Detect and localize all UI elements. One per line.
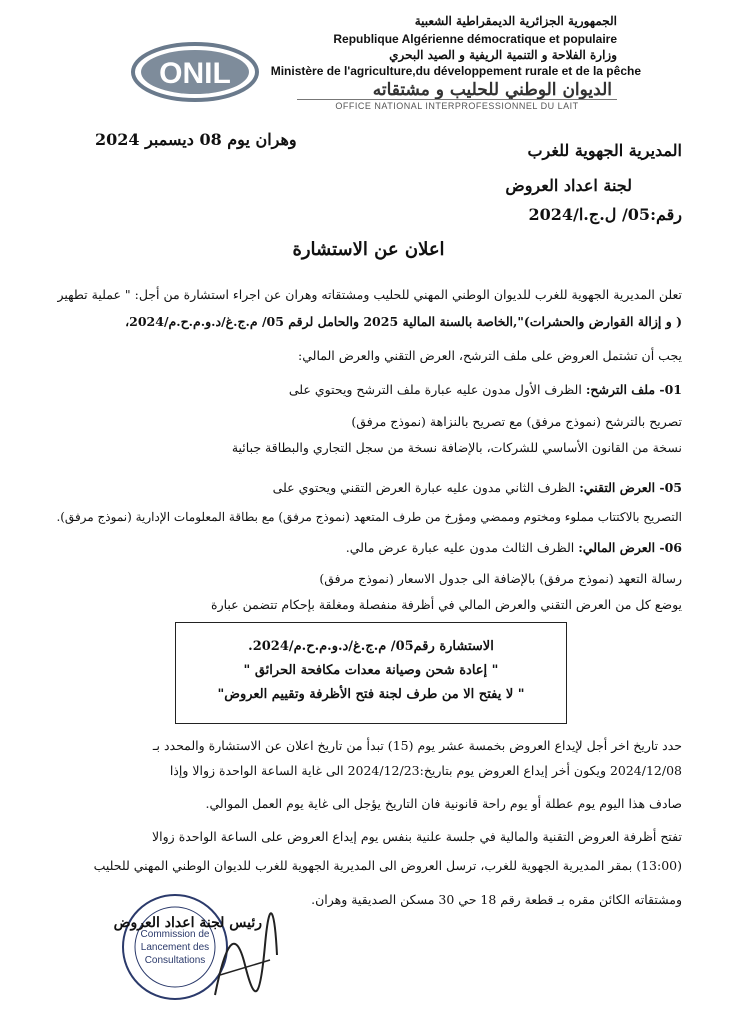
box-line-3: " لا يفتح الا من طرف لجنة فتح الأظرفة وتقييم العروض": [217, 687, 525, 702]
onil-logo: [130, 40, 260, 104]
intro-line-1: تعلن المديرية الجهوية للغرب للديوان الوطني المهني للحليب ومشتقاته وهران عن اجراء استشارة من أجل: " عملية تطهير: [57, 287, 682, 302]
closing-line-6: ومشتقاته الكائن مقره بـ قطعة رقم 18 حي 30 مسكن الصديقية وهران.: [311, 892, 682, 907]
item-2-head: 05- العرض التقني:: [579, 480, 682, 495]
closing-line-5: (13:00) بمقر المديرية الجهوية للغرب، ترسل العروض الى المديرية الجهوية للغرب للديوان الوطني المهني للحليب: [93, 858, 682, 873]
page-title: اعلان عن الاستشارة: [292, 239, 445, 260]
signature-title: رئيس لجنة اعداد العروض: [113, 915, 262, 931]
intro-line-3: يجب أن تشتمل العروض على ملف الترشح، العرض التقني والعرض المالي:: [298, 348, 682, 363]
item-1: [289, 382, 682, 397]
item-3-head: 06- العرض المالي:: [578, 540, 682, 555]
republic-fr: Republique Algérienne démocratique et populaire: [333, 32, 617, 46]
directorate-name: المديرية الجهوية للغرب: [527, 141, 682, 160]
box-line-1: الاستشارة رقم05/ م.ج.غ/د.و.م.ح.م/2024.: [248, 639, 494, 654]
closing-line-1: حدد تاريخ اخر أجل لإيداع العروض بخمسة عشر يوم (15) تبدأ من تاريخ اعلان عن الاستشارة والمحدد بـ: [152, 738, 682, 753]
closing-line-4: تفتح أظرفة العروض التقنية والمالية في جلسة علنية بنفس يوم إيداع العروض على الساعة الواحدة زوالا: [152, 829, 682, 844]
item-1-head: 01- ملف الترشح:: [585, 382, 682, 397]
closing-line-3: صادف هذا اليوم يوم عطلة أو يوم راحة قانونية فان التاريخ يؤجل الى غاية يوم العمل الموالي.: [205, 796, 682, 811]
committee-name: لجنة اعداد العروض: [505, 176, 632, 195]
item-1-text: الظرف الأول مدون عليه عبارة ملف الترشح ويحتوي على: [288, 382, 582, 397]
envelope-label-box: [175, 622, 567, 724]
logo-text: ONIL: [159, 57, 231, 90]
envelope-note: يوضع كل من العرض التقني والعرض المالي في أظرفة منفصلة ومغلقة بإحكام تتضمن عبارة: [211, 597, 682, 612]
item-3: [346, 540, 682, 555]
item-2-text: الظرف الثاني مدون عليه عبارة العرض التقني ويحتوي على: [272, 480, 576, 495]
item-2-line-2: التصريح بالاكتتاب مملوء ومختوم وممضي ومؤرخ من طرف المتعهد (نموذج مرفق) مع بطاقة المعلومات الإدارية (نموذج مرفق).: [56, 510, 682, 524]
item-1-line-2: تصريح بالترشح (نموذج مرفق) مع تصريح بالنزاهة (نموذج مرفق): [351, 414, 682, 429]
reference-number: رقم:05/ ل.ج.ا/2024: [528, 205, 682, 224]
ministry-fr: Ministère de l'agriculture,du développement rurale et de la pêche: [270, 64, 641, 78]
box-line-2: " إعادة شحن وصيانة معدات مكافحة الحرائق ": [243, 663, 499, 678]
document-date: وهران يوم 08 ديسمبر 2024: [95, 130, 297, 149]
ministry-ar: وزارة الفلاحة و التنمية الريفية و الصيد البحري: [389, 48, 617, 62]
item-1-line-3: نسخة من القانون الأساسي للشركات، بالإضافة نسخة من سجل التجاري والبطاقة جبائية: [231, 440, 682, 455]
item-3-text: الظرف الثالث مدون عليه عبارة عرض مالي.: [345, 540, 575, 555]
stamp-line-1: Commission de: [140, 929, 210, 940]
closing-line-2: 2024/12/08 ويكون أخر إيداع العروض يوم بتاريخ:2024/12/23 الى غاية الساعة الواحدة زوالا وإذا: [169, 763, 682, 778]
stamp-line-3: Consultations: [144, 955, 206, 966]
intro-line-2: ( و إزالة القوارض والحشرات)",الخاصة بالسنة المالية 2025 والحامل لرقم 05/ م.ج.غ/د.و.م.ح.م/2024،: [125, 314, 682, 329]
stamp-line-2: Lancement des: [140, 942, 210, 953]
office-ar: الديوان الوطني للحليب و مشتقاته: [372, 80, 612, 100]
office-fr: OFFICE NATIONAL INTERPROFESSIONNEL DU LAIT: [297, 99, 617, 111]
item-3-line-2: رسالة التعهد (نموذج مرفق) بالإضافة الى جدول الاسعار (نموذج مرفق): [319, 571, 682, 586]
republic-ar: الجمهورية الجزائرية الديمقراطية الشعبية: [414, 14, 617, 28]
item-2: [273, 480, 682, 495]
